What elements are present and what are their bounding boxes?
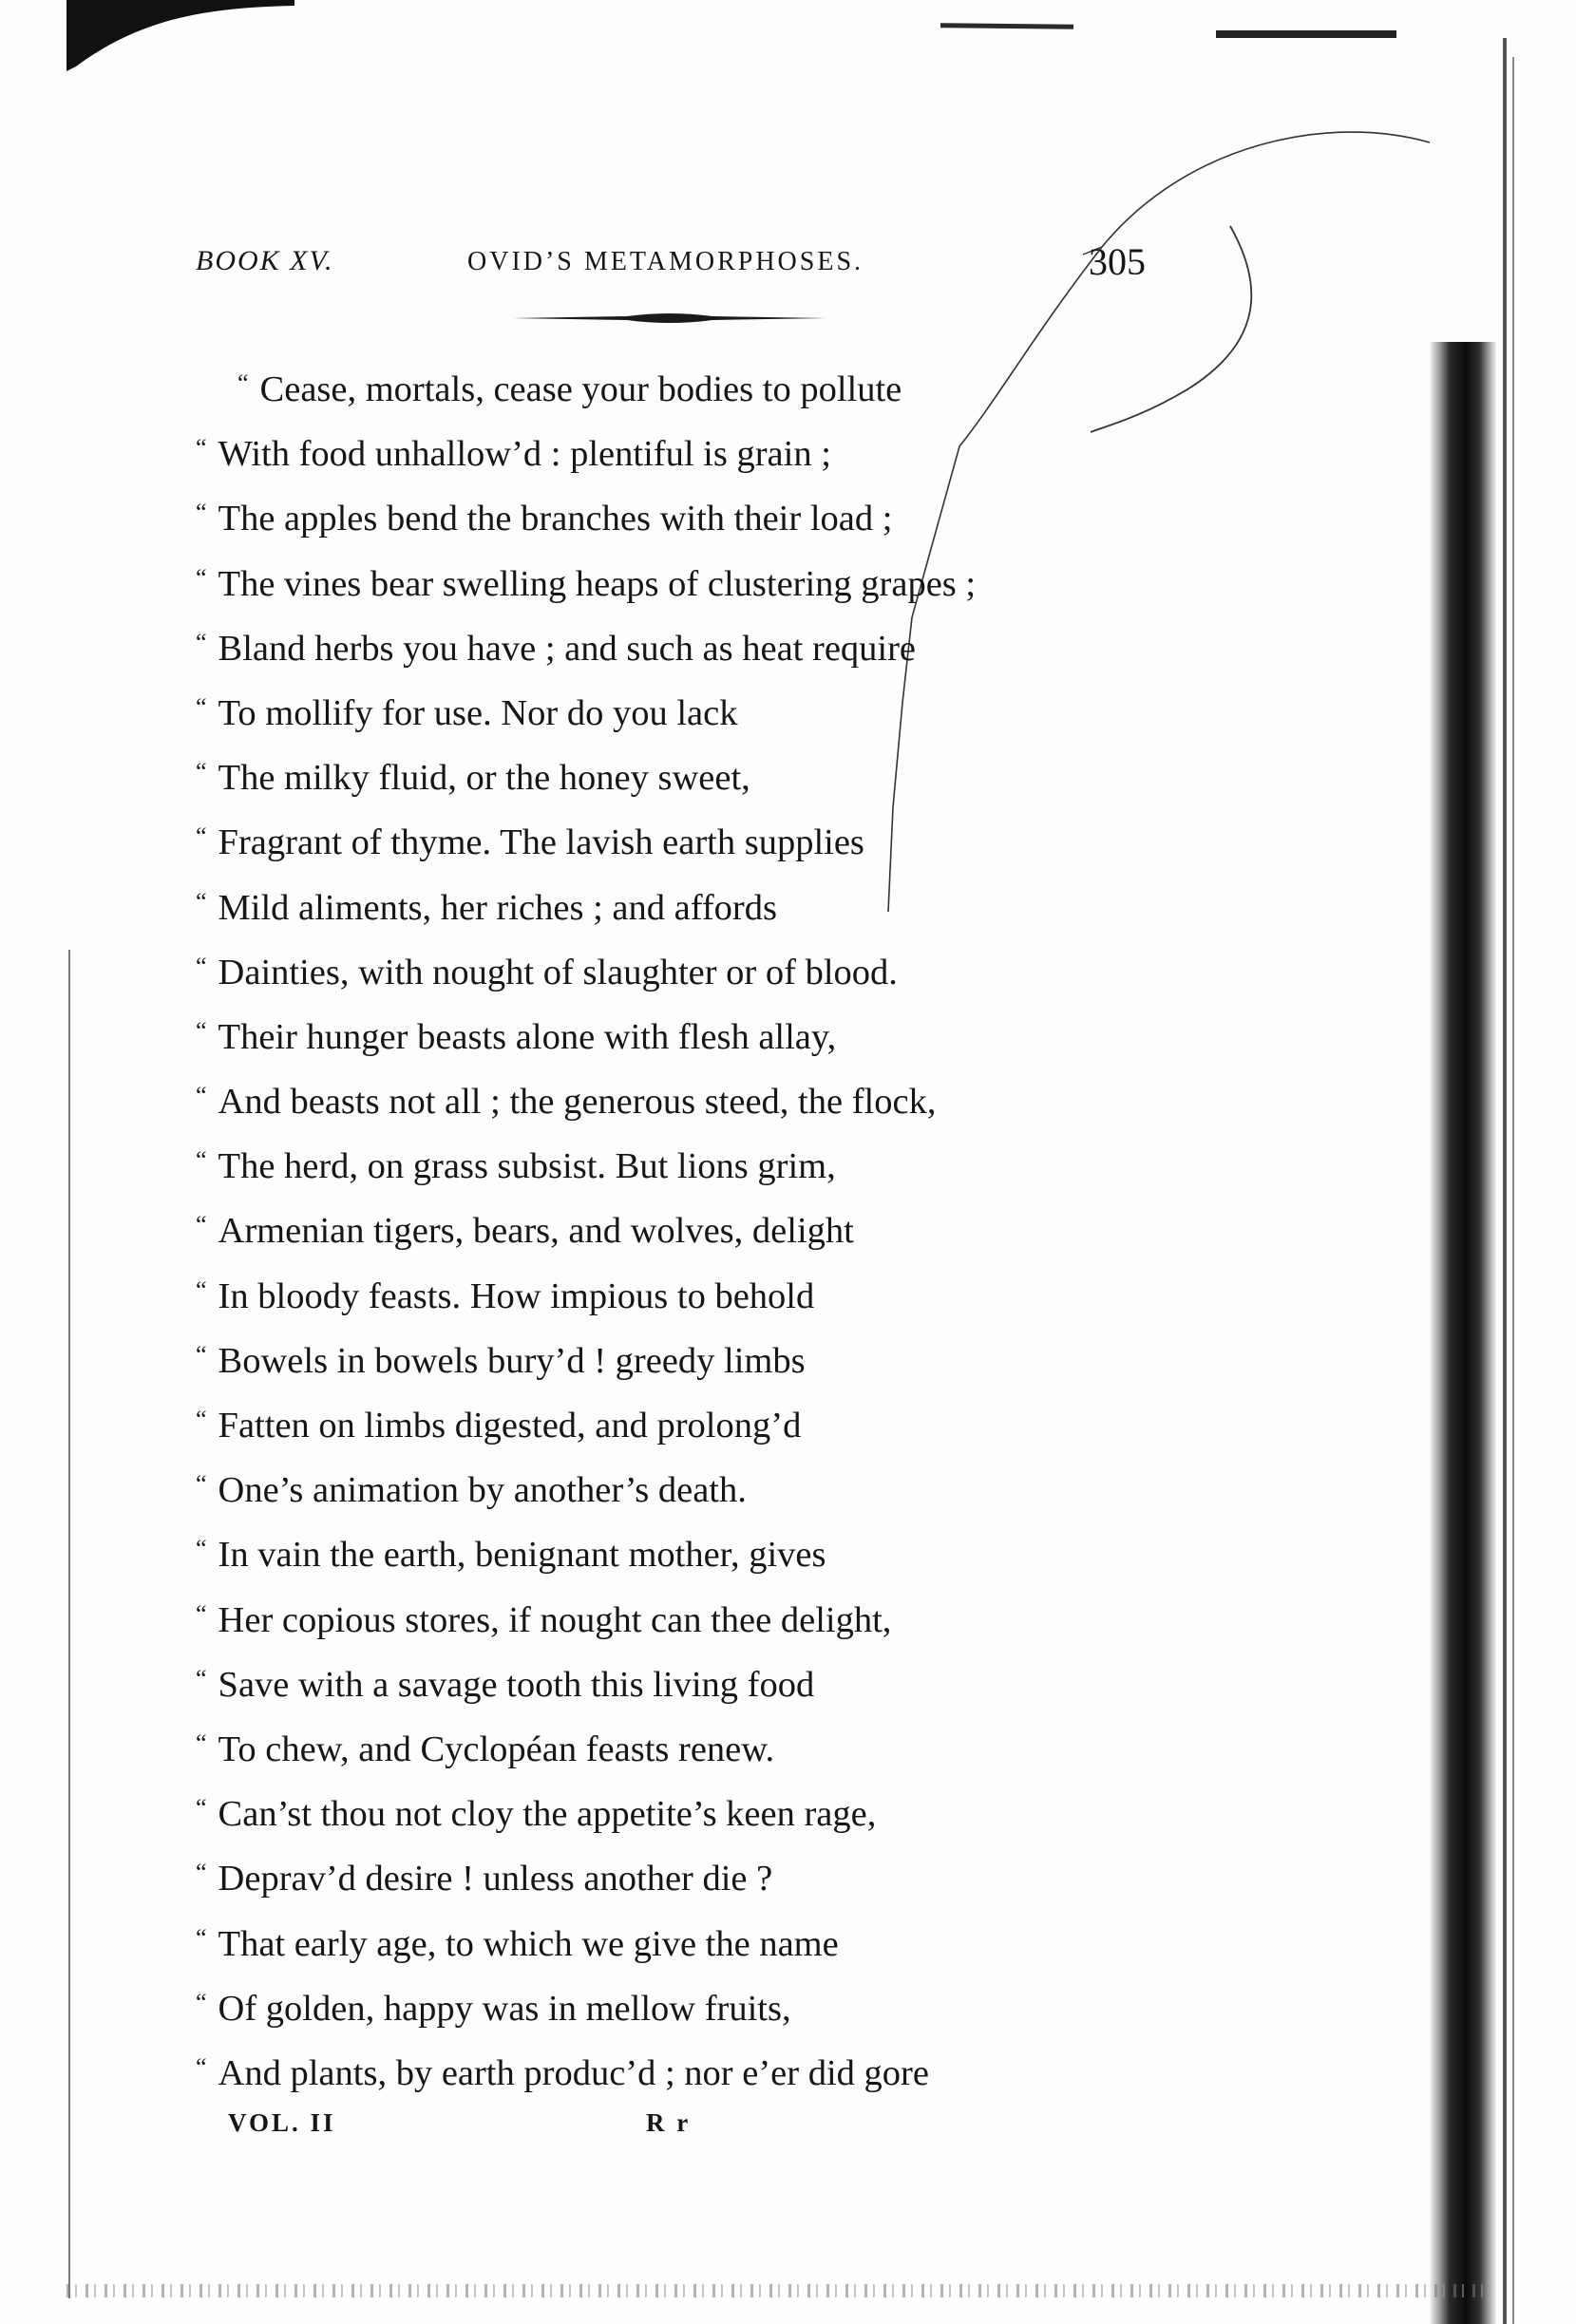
scan-artifact-rule bbox=[1216, 30, 1396, 38]
verse-line bbox=[196, 351, 1146, 416]
verse-text: Of golden, happy was in mellow fruits, bbox=[218, 1988, 791, 2029]
verse-block bbox=[196, 351, 1146, 2100]
quote-mark: “ bbox=[196, 1211, 207, 1239]
verse-text: And plants, by earth produc’d ; nor e’er did gore bbox=[218, 2052, 929, 2093]
verse-text: Mild aliments, her riches ; and affords bbox=[218, 887, 777, 928]
verse-text: Can’st thou not cloy the appetite’s keen rage, bbox=[218, 1794, 877, 1835]
verse-line bbox=[196, 1323, 1146, 1388]
verse-line bbox=[196, 1906, 1146, 1971]
quote-mark: “ bbox=[196, 1275, 207, 1304]
verse-text: One’s animation by another’s death. bbox=[218, 1470, 747, 1511]
verse-line bbox=[196, 1258, 1146, 1323]
scan-artifact-rule bbox=[940, 23, 1073, 28]
quote-mark: “ bbox=[196, 1923, 207, 1952]
scan-corner-mark bbox=[66, 0, 294, 71]
verse-text: To chew, and Cyclopéan feasts renew. bbox=[218, 1729, 775, 1769]
verse-line bbox=[196, 1841, 1146, 1905]
quote-mark: “ bbox=[196, 758, 207, 786]
quote-mark: “ bbox=[196, 1535, 207, 1563]
verse-line bbox=[196, 1776, 1146, 1841]
verse-line bbox=[196, 1517, 1146, 1581]
verse-text: Fatten on limbs digested, and prolong’d bbox=[218, 1406, 802, 1445]
quote-mark: “ bbox=[196, 692, 207, 721]
verse-line bbox=[196, 1647, 1146, 1711]
book-number: BOOK XV. bbox=[196, 245, 334, 276]
verse-line bbox=[196, 740, 1146, 804]
quote-mark: “ bbox=[196, 499, 207, 527]
header-ornament-rule bbox=[513, 312, 826, 325]
verse-line bbox=[196, 1971, 1146, 2035]
page-edge-line bbox=[1503, 38, 1507, 2324]
quote-mark: “ bbox=[196, 563, 207, 592]
verse-line bbox=[196, 546, 1146, 611]
quote-mark: “ bbox=[196, 1794, 207, 1823]
quote-mark: “ bbox=[196, 2052, 207, 2081]
verse-text: With food unhallow’d : plentiful is grain ; bbox=[218, 434, 831, 475]
quote-mark: “ bbox=[196, 1599, 207, 1628]
scan-bottom-noise bbox=[66, 2284, 1491, 2297]
verse-text: Fragrant of thyme. The lavish earth supplies bbox=[218, 822, 864, 863]
verse-text: Bland herbs you have ; and such as heat require bbox=[218, 628, 917, 669]
verse-text: To mollify for use. Nor do you lack bbox=[218, 692, 738, 733]
signature-mark: R r bbox=[646, 2108, 692, 2137]
quote-mark: “ bbox=[196, 822, 207, 851]
verse-line bbox=[196, 804, 1146, 869]
verse-text: Her copious stores, if nought can thee delight, bbox=[218, 1599, 892, 1640]
verse-text: And beasts not all ; the generous steed, the flock, bbox=[218, 1082, 937, 1123]
verse-line bbox=[196, 1388, 1146, 1452]
verse-line bbox=[196, 1064, 1146, 1128]
verse-line bbox=[196, 611, 1146, 675]
verse-text: Armenian tigers, bears, and wolves, delight bbox=[218, 1211, 854, 1252]
quote-mark: “ bbox=[196, 434, 207, 463]
quote-mark: “ bbox=[196, 1729, 207, 1757]
signature-line bbox=[228, 2108, 798, 2146]
book-binding-shadow bbox=[1430, 342, 1496, 2324]
verse-text: Dainties, with nought of slaughter or of blood. bbox=[218, 952, 898, 992]
volume-label: VOL. II bbox=[228, 2108, 336, 2137]
running-title: OVID’S METAMORPHOSES. bbox=[467, 247, 864, 276]
verse-line bbox=[196, 870, 1146, 935]
verse-line bbox=[196, 1128, 1146, 1193]
verse-text: Bowels in bowels bury’d ! greedy limbs bbox=[218, 1340, 806, 1381]
quote-mark: “ bbox=[196, 1082, 207, 1110]
verse-line bbox=[196, 2035, 1146, 2100]
quote-mark: “ bbox=[196, 952, 207, 980]
verse-text: The herd, on grass subsist. But lions grim, bbox=[218, 1146, 836, 1187]
quote-mark: “ bbox=[196, 1859, 207, 1887]
verse-text: In bloody feasts. How impious to behold bbox=[218, 1275, 815, 1316]
verse-line bbox=[196, 416, 1146, 481]
page-edge-line bbox=[1512, 57, 1514, 2324]
page-edge-line bbox=[68, 950, 70, 2298]
verse-line bbox=[196, 1711, 1146, 1776]
verse-line bbox=[196, 675, 1146, 740]
verse-text: Cease, mortals, cease your bodies to pollute bbox=[259, 369, 902, 409]
verse-text: Deprav’d desire ! unless another die ? bbox=[218, 1859, 773, 1899]
quote-mark: “ bbox=[196, 1406, 207, 1433]
quote-mark: “ bbox=[196, 1340, 207, 1369]
quote-mark: “ bbox=[196, 1988, 207, 2016]
quote-mark: “ bbox=[196, 1146, 207, 1175]
verse-line bbox=[196, 999, 1146, 1064]
running-head bbox=[196, 239, 1165, 287]
verse-text: The milky fluid, or the honey sweet, bbox=[218, 758, 750, 799]
verse-line bbox=[196, 1193, 1146, 1257]
verse-text: That early age, to which we give the name bbox=[218, 1923, 839, 1964]
quote-mark: “ bbox=[196, 887, 207, 916]
quote-mark: “ bbox=[196, 1016, 207, 1045]
verse-text: The vines bear swelling heaps of clustering grapes ; bbox=[218, 563, 977, 604]
verse-line bbox=[196, 935, 1146, 999]
verse-line bbox=[196, 1582, 1146, 1647]
page-number: 305 bbox=[1089, 240, 1146, 283]
verse-text: Their hunger beasts alone with flesh allay, bbox=[218, 1016, 837, 1057]
quote-mark: “ bbox=[196, 1664, 207, 1692]
quote-mark: “ bbox=[196, 628, 207, 656]
verse-text: Save with a savage tooth this living food bbox=[218, 1664, 815, 1705]
verse-text: In vain the earth, benignant mother, gives bbox=[218, 1535, 826, 1576]
quote-mark: “ bbox=[196, 1470, 207, 1499]
verse-line bbox=[196, 1452, 1146, 1517]
quote-mark: “ bbox=[237, 369, 249, 397]
verse-text: The apples bend the branches with their load ; bbox=[218, 499, 893, 539]
verse-line bbox=[196, 481, 1146, 545]
